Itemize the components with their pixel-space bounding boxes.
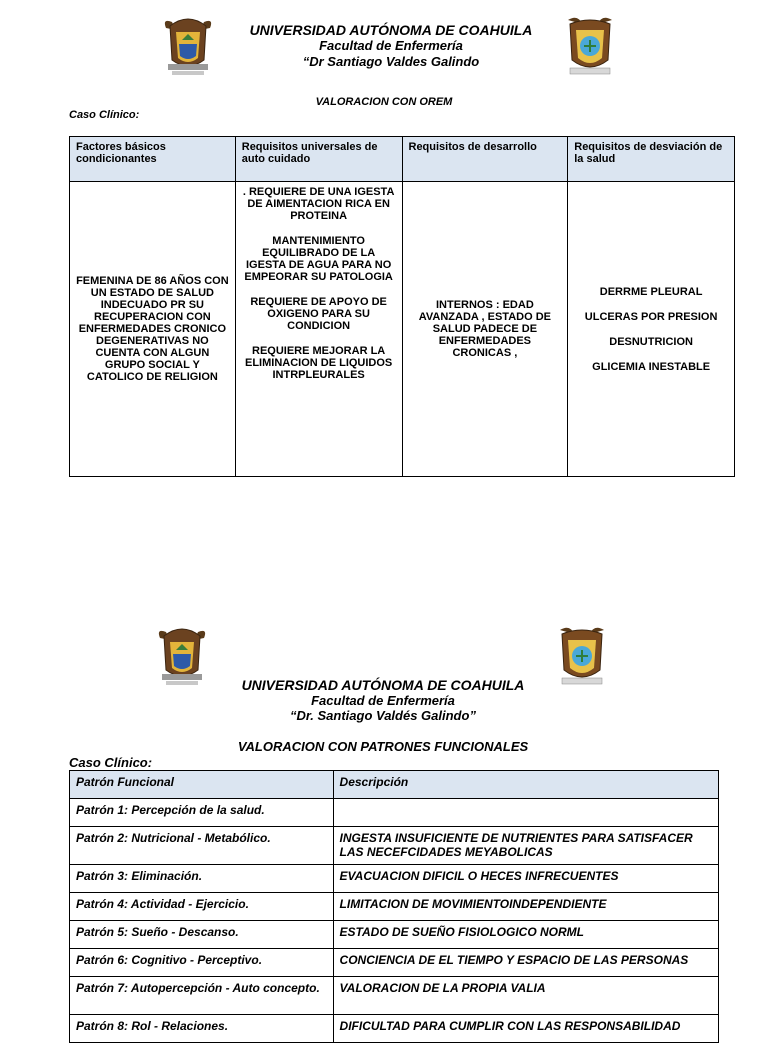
pattern-cell: Patrón 8: Rol - Relaciones. bbox=[70, 1015, 334, 1043]
faculty-title: Facultad de Enfermería bbox=[319, 38, 463, 53]
description-cell: EVACUACION DIFICIL O HECES INFRECUENTES bbox=[333, 865, 718, 893]
cell-text: MANTENIMIENTO EQUILIBRADO DE LA IGESTA DE AGUA PARA NO EMPEORAR SU PATOLOGIA bbox=[244, 235, 393, 283]
cell-text: ULCERAS POR PRESION bbox=[584, 310, 718, 323]
universal-requirements-cell bbox=[235, 182, 402, 477]
description-cell: VALORACION DE LA PROPIA VALIA bbox=[333, 977, 718, 1015]
case-label: Caso Clínico: bbox=[69, 109, 140, 121]
header-cell: Patrón Funcional bbox=[70, 771, 334, 799]
health-deviation-cell bbox=[568, 182, 735, 477]
description-cell: ESTADO DE SUEÑO FISIOLOGICO NORML bbox=[333, 921, 718, 949]
section-title: VALORACION CON PATRONES FUNCIONALES bbox=[237, 739, 529, 754]
orem-table bbox=[69, 136, 735, 477]
cell-text: . REQUIERE DE UNA IGESTA DE AIMENTACION RICA EN PROTEINA bbox=[242, 186, 395, 222]
table-row bbox=[70, 799, 719, 827]
pattern-cell: Patrón 7: Autopercepción - Auto concepto. bbox=[70, 977, 334, 1015]
table-header-row bbox=[70, 137, 735, 182]
header-cell: Requisitos universales de auto cuidado bbox=[235, 137, 402, 182]
cell-text: REQUIERE MEJORAR LA ELIMINACION DE LIQUIDOS INTRPLEURALES bbox=[244, 345, 393, 381]
table-row bbox=[70, 949, 719, 977]
cell-text: FEMENINA DE 86 AÑOS CON UN ESTADO DE SALUD INDECUADO PR SU RECUPERACION CON ENFERMEDADES CRONICO DEGENERATIVAS NO CUENTA CON ALGUN GRUPO SOCIAL Y CATOLICO DE RELIGION bbox=[76, 275, 229, 383]
pattern-cell: Patrón 1: Percepción de la salud. bbox=[70, 799, 334, 827]
university-title: UNIVERSIDAD AUTÓNOMA DE COAHUILA bbox=[241, 677, 525, 693]
table-row bbox=[70, 977, 719, 1015]
pattern-cell: Patrón 6: Cognitivo - Perceptivo. bbox=[70, 949, 334, 977]
pattern-cell: Patrón 2: Nutricional - Metabólico. bbox=[70, 827, 334, 865]
table-row bbox=[70, 182, 735, 477]
description-cell: CONCIENCIA DE EL TIEMPO Y ESPACIO DE LAS PERSONAS bbox=[333, 949, 718, 977]
functional-patterns-table bbox=[69, 770, 719, 1043]
case-label: Caso Clínico: bbox=[69, 755, 153, 770]
description-cell: LIMITACION DE MOVIMIENTOINDEPENDIENTE bbox=[333, 893, 718, 921]
development-requirements-cell bbox=[402, 182, 568, 477]
description-cell: INGESTA INSUFICIENTE DE NUTRIENTES PARA SATISFACER LAS NECEFCIDADES MEYABOLICAS bbox=[333, 827, 718, 865]
description-cell: DIFICULTAD PARA CUMPLIR CON LAS RESPONSABILIDAD bbox=[333, 1015, 718, 1043]
table-row bbox=[70, 893, 719, 921]
table-row bbox=[70, 865, 719, 893]
cell-text: DESNUTRICION bbox=[609, 335, 693, 348]
cell-text: INTERNOS : EDAD AVANZADA , ESTADO DE SALUD PADECE DE ENFERMEDADES CRONICAS , bbox=[418, 299, 551, 359]
header-cell: Factores básicos condicionantes bbox=[70, 137, 236, 182]
school-title: “Dr Santiago Valdes Galindo bbox=[302, 54, 480, 69]
section-title: VALORACION CON OREM bbox=[315, 96, 453, 108]
table-header-row bbox=[70, 771, 719, 799]
university-title: UNIVERSIDAD AUTÓNOMA DE COAHUILA bbox=[249, 22, 533, 38]
description-cell bbox=[333, 799, 718, 827]
cell-text: GLICEMIA INESTABLE bbox=[592, 360, 711, 373]
header-cell: Requisitos de desarrollo bbox=[402, 137, 568, 182]
faculty-title: Facultad de Enfermería bbox=[311, 693, 455, 708]
table-row bbox=[70, 827, 719, 865]
cell-text: DERRME PLEURAL bbox=[599, 285, 703, 298]
header-cell: Descripción bbox=[333, 771, 718, 799]
basic-factors-cell bbox=[70, 182, 236, 477]
pattern-cell: Patrón 5: Sueño - Descanso. bbox=[70, 921, 334, 949]
cell-text: REQUIERE DE APOYO DE OXIGENO PARA SU CONDICION bbox=[250, 296, 387, 332]
school-title: “Dr. Santiago Valdés Galindo” bbox=[290, 708, 476, 723]
pattern-cell: Patrón 4: Actividad - Ejercicio. bbox=[70, 893, 334, 921]
table-row bbox=[70, 1015, 719, 1043]
pattern-cell: Patrón 3: Eliminación. bbox=[70, 865, 334, 893]
table-row bbox=[70, 921, 719, 949]
header-cell: Requisitos de desviación de la salud bbox=[568, 137, 735, 182]
